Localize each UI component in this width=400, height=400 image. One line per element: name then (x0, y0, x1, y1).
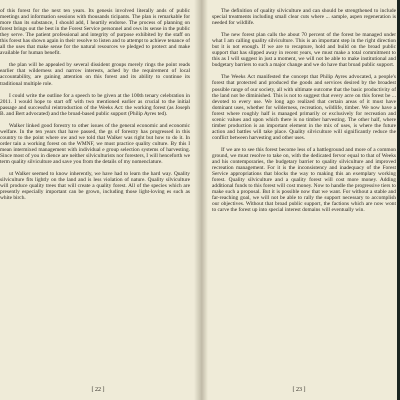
left-paragraph-1: of this forest for the next ten years. Its genesis involved literally ands of public meetings and information sessions with thousands ticipants. The plan is remarkable for more than its substance, I should add, I heartily endorse. The process of planning on forest brings out the best in the Forest Service personnel and ows its sense in the public they serve. The patient professional and integrity of purpose exhibited by the staff on this forest has shown again in their resolve to listen and to attempt to achieve tenance of all the uses that make sense for the natural resources ve pledged to protect and make available for human benefit. (0, 8, 190, 57)
right-paragraph-1: The definition of quality silviculture and can should be strengthened to include special treatments including small clear cuts where ... sample, aspen regeneration is needed for wildlife. (212, 8, 396, 27)
right-page-number: [ 23 ] (292, 387, 306, 393)
right-paragraph-4: If we are to see this forest become less of a battleground and more of a common ground, we must resolve to take on, with the dedicated fervor equal to that of Weeks and his contemporaries, the budgetary barrier to quality silviculture and improved recreation management. For it is the inconsistency and inadequacy of the Forest Service appropriations that blocks the way to making this an exemplary working forest. Quality silviculture and a quality forest will cost more money. Adding additional funds to this forest will cost money. Now to handle the progressive tiers to make such a proposal. But it is possible now that we want. For without a stable and far-reaching goal, we will not be able to rally the support necessary to accomplish our objectives. Without that broad public support, the factions which are now wont to carve the forest up into special interest domains will eventually win. (212, 146, 396, 214)
left-paragraph-3: I could write the outline for a speech to be given at the 100th tenary celebration in 2011. I would hope to start off with two mentioned earlier as crucial to the initial passage and successful reintroduction of the Weeks Act: the working forest (as Joseph B. and Bert advocated) and the broad-based public support (Philip Ayres ted). (0, 92, 190, 117)
right-page (212, 8, 396, 392)
left-page-number: [ 22 ] (91, 387, 105, 393)
left-paragraph-4: Walker linked good forestry to other issues of the general economic and economic welfare. In the ten years that have passed, the gs of forestry has progressed in this country to the point where ow and we told that Walker was right but how to do it. In order tain a working forest on the WMNF, we must practice quality culture. By this I mean intermixed management with individual e group selection systems of harvesting. Since most of you in dience are neither silviculturists nor foresters, I will henceforth we term quality silviculture and save you from the details of my nomenclature. (0, 122, 190, 166)
right-paragraph-2: The new forest plan calls the about 70 percent of the forest be managed under what I am calling quality silviculture. This is an important step in the right direction but it is not enough. If we are to recapture, hold and build on the broad public support that has slipped away in recent years, we must make a total commitment to this as I will suggest in just a moment, we will not be able to make institutional and budgetary barriers to such a major change and we do have that broad public support. (212, 32, 396, 69)
left-paragraph-5: ut Walker seemed to know inherently, we have had to learn the hard way. Quality silviculture fits lightly on the land and is less violation of nature. Quality silviculture will produce quality trees that will create a quality forest. All of the species which are presently especially important can be grown, including those light-loving es such as white birch. (0, 171, 190, 202)
right-paragraph-3: The Weeks Act manifested the concept that Philip Ayres advocated, a people's forest that protected and produced the goods and services desired by the broadest possible range of our society, all with ultimate outcome that the basic productivity of the land not be diminished. This is not to suggest that every acre on this forest be ... devoted to every use. We long ago realized that certain areas of it must have dominant uses, whether for wilderness, recreation, wildlife, timber. We now have a forest where roughly half is managed primarily or exclusively for recreation and scenic values and upon which there is no timber harvesting. The other half, where timber production is an important element in the mix of uses, is where the future action and battles will take place. Quality silviculture will significantly reduce the conflict between harvesting and other uses. (212, 74, 396, 141)
left-paragraph-2: the plan will be appealed by several dissident groups merely rings the point reads earlier that wilderness and narrow interests, ached by the requirement of local accountability, are gaining attention on this forest and its ability to continue its traditional multiple role. (0, 62, 190, 87)
book-gutter (194, 0, 208, 400)
left-page (0, 8, 190, 392)
